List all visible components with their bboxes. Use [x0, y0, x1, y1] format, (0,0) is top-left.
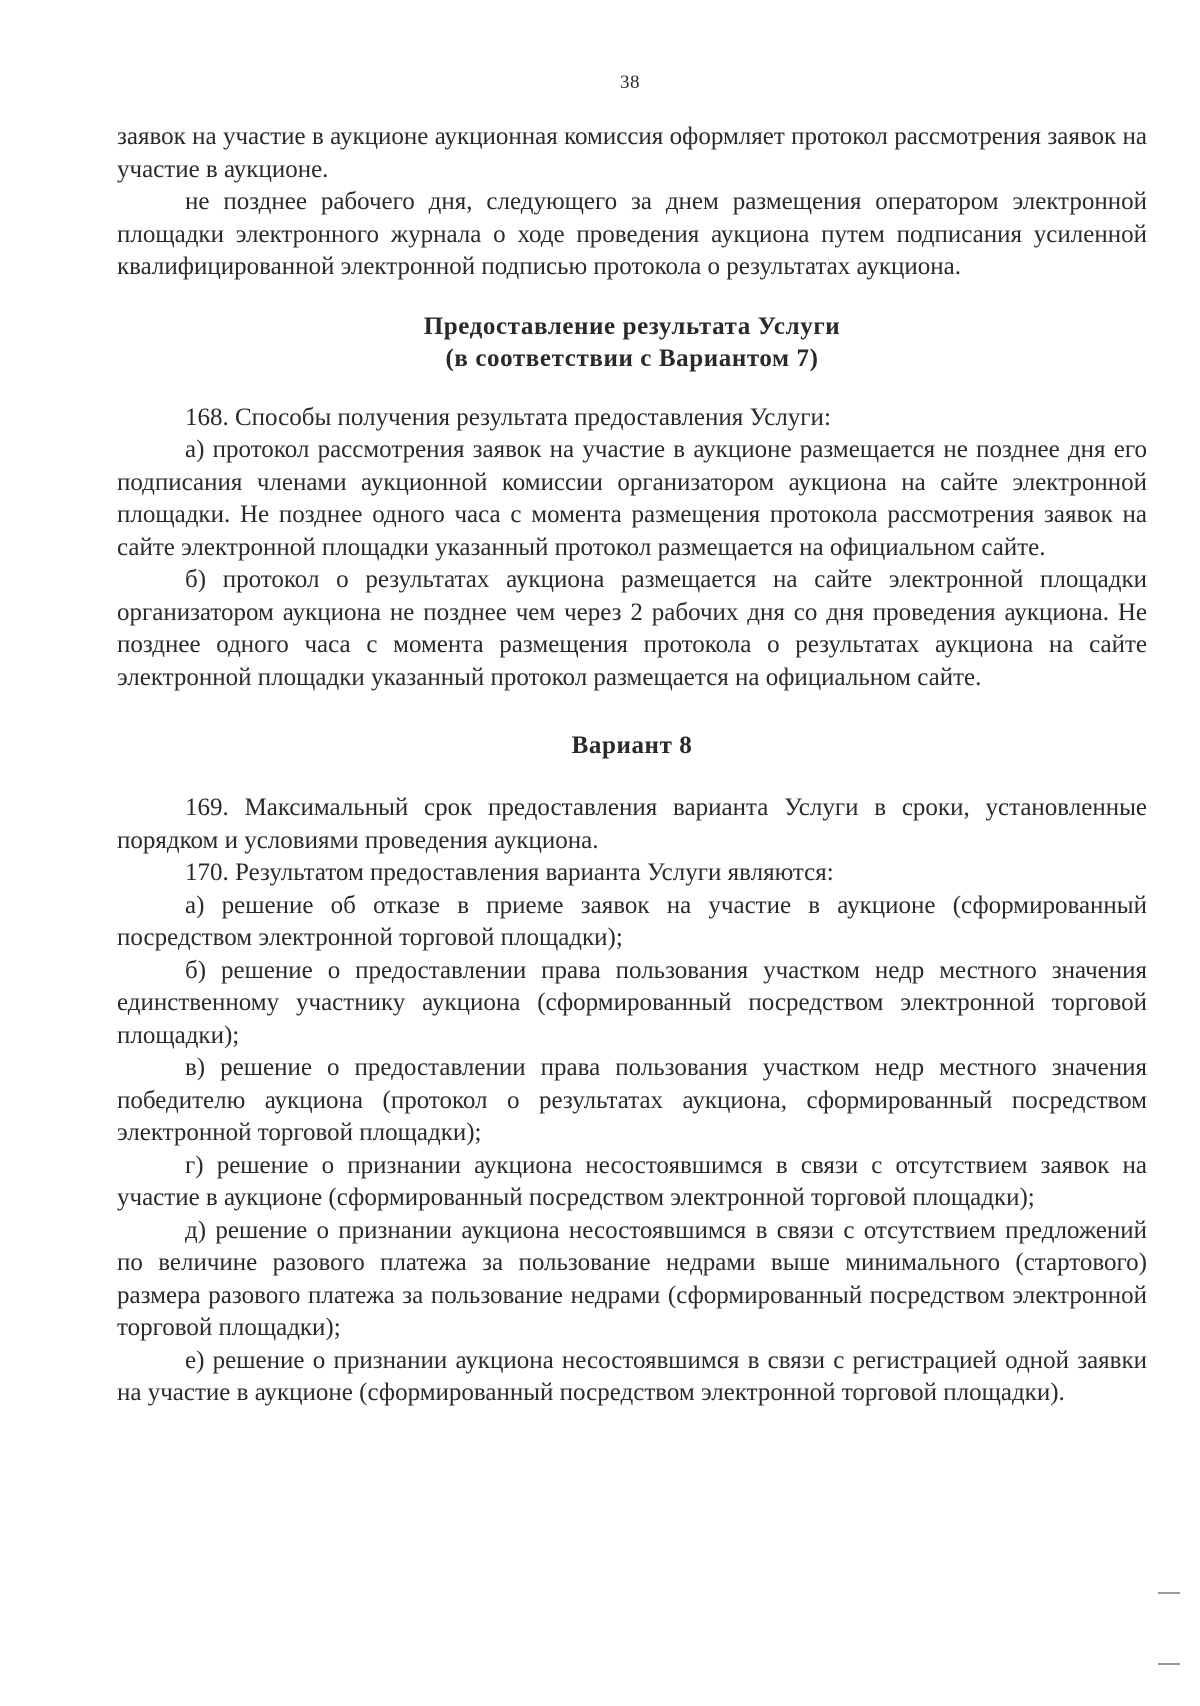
scan-artifact-mark: [1158, 1663, 1180, 1665]
paragraph-168: 168. Способы получения результата предоставления Услуги:: [185, 403, 831, 431]
page-number: 38: [620, 72, 640, 93]
paragraph-continuation: заявок на участие в аукционе аукционная комиссия оформляет протокол рассмотрения заявок на участие в аукционе.: [117, 123, 1147, 183]
section-heading-result: [117, 311, 1147, 375]
paragraph-168-a: а) протокол рассмотрения заявок на участие в аукционе размещается не позднее дня его подписания членами аукционной комиссии организатором аукциона на сайте электронной площадки. Не позднее одного часа с момента размещения протокола рассмотрения заявок на сайте электронной площадки указанный протокол размещается на официальном сайте.: [117, 436, 1147, 561]
document-body: [117, 121, 1147, 1410]
paragraph-170: 170. Результатом предоставления варианта Услуги являются:: [185, 859, 834, 886]
section-heading-line-2: (в соответствии с Вариантом 7): [445, 344, 819, 372]
paragraph-170-d: д) решение о признании аукциона несостоявшимся в связи с отсутствием предложений по величине разового платежа за пользование недрами выше минимального (стартового) размера разового платежа за пользование недрами (сформированный посредством электронной торговой площадки);: [117, 1216, 1147, 1341]
scan-artifact-mark: [1158, 1592, 1180, 1594]
paragraph-169: 169. Максимальный срок предоставления варианта Услуги в сроки, установленные порядком и условиями проведения аукциона.: [117, 794, 1147, 854]
section-heading-variant-8: Вариант 8: [571, 732, 693, 759]
paragraph-170-b: б) решение о предоставлении права пользования участком недр местного значения единственному участнику аукциона (сформированный посредством электронной торговой площадки);: [117, 956, 1147, 1049]
section-heading-line-1: Предоставление результата Услуги: [423, 312, 841, 340]
paragraph-deadline: не позднее рабочего дня, следующего за днем размещения оператором электронной площадки электронного журнала о ходе проведения аукциона путем подписания усиленной квалифицированной электронной подписью протокола о результатах аукциона.: [117, 188, 1147, 280]
paragraph-170-v: в) решение о предоставлении права пользования участком недр местного значения победителю аукциона (протокол о результатах аукциона, сформированный посредством электронной торговой площадки);: [117, 1054, 1147, 1146]
paragraph-170-g: г) решение о признании аукциона несостоявшимся в связи с отсутствием заявок на участие в аукционе (сформированный посредством электронной торговой площадки);: [117, 1151, 1147, 1211]
paragraph-170-e: е) решение о признании аукциона несостоявшимся в связи с регистрацией одной заявки на участие в аукционе (сформированный посредством электронной торговой площадки).: [117, 1346, 1147, 1406]
paragraph-170-a: а) решение об отказе в приеме заявок на участие в аукционе (сформированный посредством электронной торговой площадки);: [117, 891, 1147, 951]
paragraph-168-b: б) протокол о результатах аукциона размещается на сайте электронной площадки организатором аукциона не позднее чем через 2 рабочих дня со дня проведения аукциона. Не позднее одного часа с момента размещения протокола о результатах аукциона на сайте электронной площадки указанный протокол размещается на официальном сайте.: [117, 566, 1147, 691]
